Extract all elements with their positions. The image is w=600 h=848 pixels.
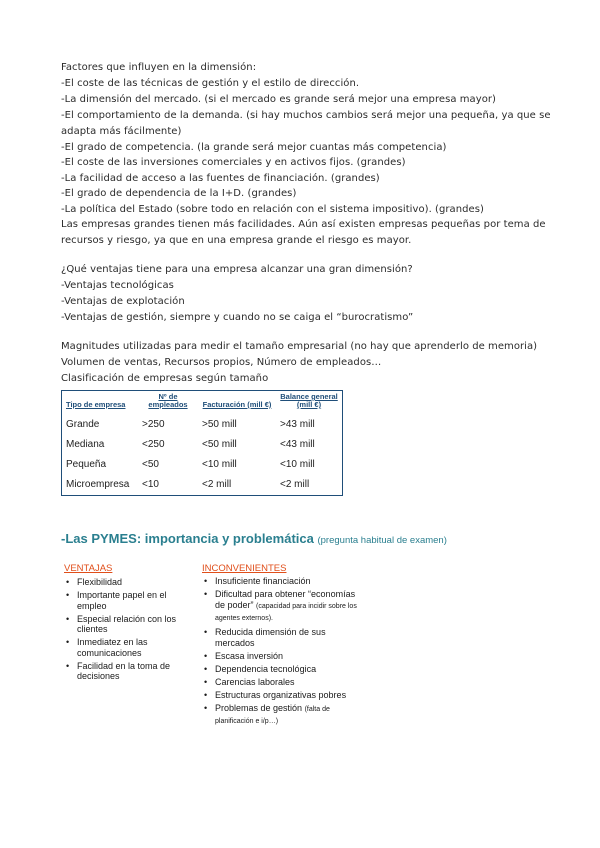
list-item: • Especial relación con los clientes xyxy=(64,614,192,635)
factor-item: -La facilidad de acceso a las fuentes de financiación. (grandes) xyxy=(61,173,380,184)
table-cell: <10 mill xyxy=(280,459,315,470)
list-item: • Escasa inversión xyxy=(202,651,362,662)
factor-item: -El coste de las inversiones comerciales y en activos fijos. (grandes) xyxy=(61,157,406,168)
table-caption: Clasificación de empresas según tamaño xyxy=(61,373,269,384)
table-cell: >43 mill xyxy=(280,419,315,430)
table-cell: >50 mill xyxy=(202,419,237,430)
factors-summary: recursos y riesgo, ya que en una empresa grande el riesgo es mayor. xyxy=(61,235,412,246)
magnitudes-line: Magnitudes utilizadas para medir el tamaño empresarial (no hay que aprenderlo de memoria) xyxy=(61,341,538,352)
list-item: • Inmediatez en las comunicaciones xyxy=(64,637,192,658)
table-row xyxy=(62,415,343,435)
table-cell: <2 mill xyxy=(280,479,310,490)
ventaja-item: -Ventajas tecnológicas xyxy=(61,280,174,291)
factors-title: Factores que influyen en la dimensión: xyxy=(61,62,257,73)
inconvenientes-heading: INCONVENIENTES xyxy=(202,563,287,574)
table-cell: Grande xyxy=(66,419,100,430)
list-item-note: (falta de planificación e i/p…) xyxy=(215,705,330,725)
header-facturacion: Facturación (mill €) xyxy=(202,400,272,409)
factor-item: -La política del Estado (sobre todo en relación con el sistema impositivo). (grandes) xyxy=(61,204,484,215)
table-cell: >250 xyxy=(142,419,165,430)
factor-item: -La dimensión del mercado. (si el mercado es grande será mejor una empresa mayor) xyxy=(61,94,496,105)
header-empleados: Nº de empleados xyxy=(148,392,188,409)
magnitudes-line: Volumen de ventas, Recursos propios, Número de empleados… xyxy=(61,357,382,368)
table-cell: <250 xyxy=(142,439,165,450)
list-item: • Reducida dimensión de sus mercados xyxy=(202,627,362,648)
factors-summary: Las empresas grandes tienen más facilidades. Aún así existen empresas pequeñas por tema de xyxy=(61,219,546,230)
list-item: • Flexibilidad xyxy=(64,577,192,588)
table-header-row xyxy=(62,391,343,416)
table-cell: Pequeña xyxy=(66,459,107,470)
list-item: • Insuficiente financiación xyxy=(202,576,362,587)
table-cell: <50 mill xyxy=(202,439,237,450)
table-cell: <10 mill xyxy=(202,459,237,470)
list-item xyxy=(202,703,362,728)
table-row xyxy=(62,455,343,475)
inconvenientes-list xyxy=(202,576,362,730)
ventajas-list xyxy=(64,577,192,684)
list-item: • Carencias laborales xyxy=(202,677,362,688)
list-item-text: Dificultad para obtener “economías de poder” xyxy=(215,589,356,610)
ventaja-item: -Ventajas de explotación xyxy=(61,296,185,307)
table-cell: <2 mill xyxy=(202,479,232,490)
factor-item: -El comportamiento de la demanda. (si hay muchos cambios será mejor una pequeña, ya que se xyxy=(61,110,551,121)
factor-item: adapta más fácilmente) xyxy=(61,126,182,137)
factor-item: -El coste de las técnicas de gestión y el estilo de dirección. xyxy=(61,78,360,89)
list-item: • Estructuras organizativas pobres xyxy=(202,690,362,701)
table-cell: <50 xyxy=(142,459,159,470)
table-cell: <10 xyxy=(142,479,159,490)
table-cell: Microempresa xyxy=(66,479,130,490)
list-item: • Facilidad en la toma de decisiones xyxy=(64,661,192,682)
pymes-heading xyxy=(61,531,447,546)
list-item xyxy=(202,589,362,625)
table-row xyxy=(62,475,343,496)
list-item: • Importante papel en el empleo xyxy=(64,590,192,611)
header-tipo: Tipo de empresa xyxy=(66,400,126,409)
table-cell: Mediana xyxy=(66,439,105,450)
ventajas-question: ¿Qué ventajas tiene para una empresa alcanzar una gran dimensión? xyxy=(61,264,413,275)
ventaja-item: -Ventajas de gestión, siempre y cuando no se caiga el “burocratismo” xyxy=(61,312,414,323)
list-item-note: (capacidad para incidir sobre los agentes externos). xyxy=(215,602,357,622)
table-cell: <43 mill xyxy=(280,439,315,450)
header-balance: Balance general (mill €) xyxy=(280,392,338,409)
factor-item: -El grado de competencia. (la grande será mejor cuantas más competencia) xyxy=(61,142,447,153)
pymes-title: -Las PYMES: importancia y problemática xyxy=(61,531,314,546)
list-item: • Dependencia tecnológica xyxy=(202,664,362,675)
pymes-exam-note: (pregunta habitual de examen) xyxy=(317,535,447,546)
company-size-table xyxy=(61,390,343,496)
ventajas-heading: VENTAJAS xyxy=(64,563,113,574)
list-item-text: Problemas de gestión xyxy=(215,702,303,713)
factor-item: -El grado de dependencia de la I+D. (grandes) xyxy=(61,188,297,199)
table-row xyxy=(62,435,343,455)
